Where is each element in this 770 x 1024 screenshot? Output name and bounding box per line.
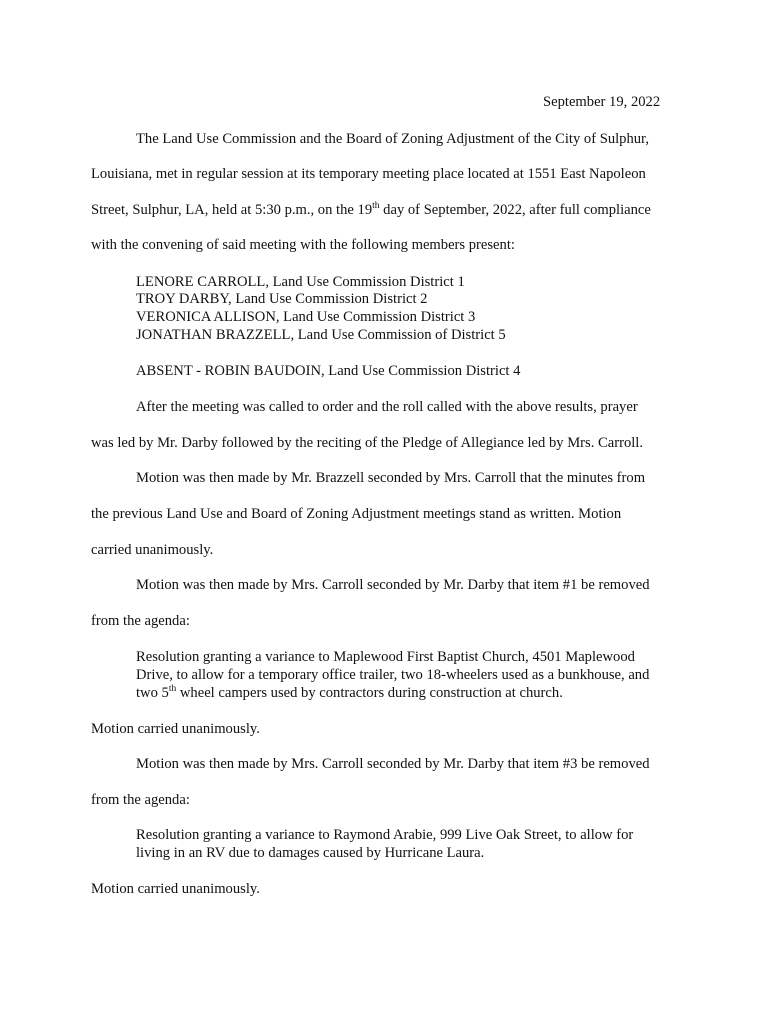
minutes-motion-line-2: the previous Land Use and Board of Zoning Adjustment meetings stand as written. Motion <box>91 506 622 522</box>
minutes-motion-line-1: Motion was then made by Mr. Brazzell seconded by Mrs. Carroll that the minutes from <box>136 470 646 486</box>
item1-resolution-line-3-start: two 5 <box>136 685 169 701</box>
item3-resolution-line-1: Resolution granting a variance to Raymond Arabie, 999 Live Oak Street, to allow for <box>136 827 634 843</box>
member-present: JONATHAN BRAZZELL, Land Use Commission of District 5 <box>136 327 506 343</box>
item3-resolution-line-2: living in an RV due to damages caused by Hurricane Laura. <box>136 845 485 861</box>
member-present: TROY DARBY, Land Use Commission District 2 <box>136 291 428 307</box>
item1-resolution-line-3-ordinal: th <box>168 684 177 695</box>
item1-resolution-line-3-end: wheel campers used by contractors during construction at church. <box>176 685 563 701</box>
intro-line-3 <box>91 201 651 219</box>
document-date: September 19, 2022 <box>543 94 661 110</box>
item1-resolution-line-1: Resolution granting a variance to Maplewood First Baptist Church, 4501 Maplewood <box>136 649 635 665</box>
item1-motion-line-1: Motion was then made by Mrs. Carroll seconded by Mr. Darby that item #1 be removed <box>136 577 650 593</box>
absent-member: ABSENT - ROBIN BAUDOIN, Land Use Commission District 4 <box>136 363 521 379</box>
prayer-line-1: After the meeting was called to order and the roll called with the above results, prayer <box>136 399 638 415</box>
item1-resolution-line-2: Drive, to allow for a temporary office trailer, two 18-wheelers used as a bunkhouse, and <box>136 667 650 683</box>
minutes-motion-line-3: carried unanimously. <box>91 542 214 558</box>
member-present: LENORE CARROLL, Land Use Commission District 1 <box>136 274 465 290</box>
intro-line-4: with the convening of said meeting with the following members present: <box>91 237 515 253</box>
item3-motion-line-2: from the agenda: <box>91 792 190 808</box>
item1-resolution-line-3 <box>136 684 563 702</box>
member-present: VERONICA ALLISON, Land Use Commission District 3 <box>136 309 476 325</box>
intro-line-3-ordinal: th <box>372 201 380 212</box>
item1-motion-line-2: from the agenda: <box>91 613 190 629</box>
intro-line-1: The Land Use Commission and the Board of Zoning Adjustment of the City of Sulphur, <box>136 131 649 147</box>
intro-line-3-end: day of September, 2022, after full compliance <box>379 202 651 218</box>
item3-result: Motion carried unanimously. <box>91 881 260 897</box>
intro-line-2: Louisiana, met in regular session at its temporary meeting place located at 1551 East Napoleon <box>91 166 646 182</box>
item3-motion-line-1: Motion was then made by Mrs. Carroll seconded by Mr. Darby that item #3 be removed <box>136 756 650 772</box>
intro-line-3-start: Street, Sulphur, LA, held at 5:30 p.m., on the 19 <box>91 202 373 218</box>
prayer-line-2: was led by Mr. Darby followed by the reciting of the Pledge of Allegiance led by Mrs. Carroll. <box>91 435 643 451</box>
item1-result: Motion carried unanimously. <box>91 721 260 737</box>
